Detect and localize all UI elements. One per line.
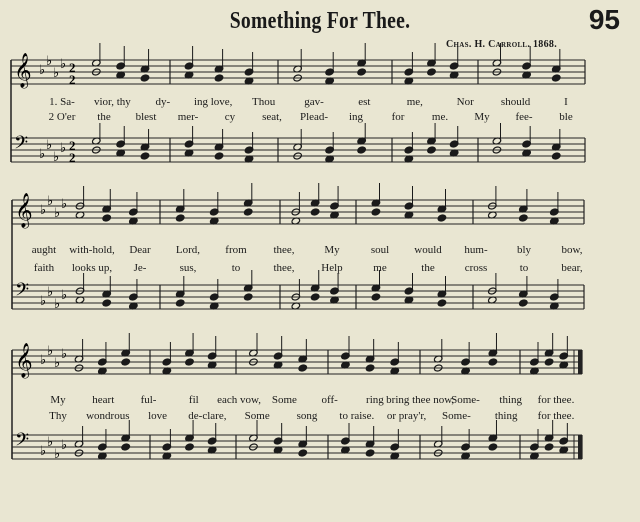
lyric-syllable: Dear: [129, 244, 151, 256]
lyric-syllable: I: [564, 96, 568, 108]
note-head: [140, 152, 149, 160]
flat-icon: ♭: [47, 194, 54, 209]
note-head: [175, 214, 184, 222]
lyric-syllable: for: [391, 111, 405, 123]
note-head: [185, 443, 194, 451]
note-head: [371, 293, 380, 301]
note-head: [102, 214, 111, 222]
lyric-syllable: me,: [406, 96, 423, 108]
lyric-syllable: with-hold,: [69, 244, 115, 256]
flat-icon: ♭: [61, 288, 68, 303]
final-bar: [578, 350, 582, 374]
note-head: [519, 214, 528, 222]
note-head: [437, 214, 446, 222]
note-head: [243, 208, 252, 216]
lyric-syllable: ble: [559, 111, 573, 123]
lyric-syllable: 2 O'er: [48, 111, 76, 123]
treble-clef-icon: 𝄞: [15, 343, 33, 378]
lyric-syllable: fil: [188, 394, 199, 406]
lyric-syllable: fee-: [515, 111, 533, 123]
lyric-syllable: thing: [499, 394, 523, 406]
time-signature-top: 2: [69, 138, 76, 153]
lyric-syllable: thee,: [273, 244, 295, 256]
hymn-title: Something For Thee.: [229, 8, 411, 34]
lyric-syllable: Some-: [451, 394, 480, 406]
lyric-syllable: looks up,: [71, 262, 113, 274]
flat-icon: ♭: [39, 63, 46, 78]
note-head: [121, 358, 130, 366]
lyric-syllable: ing love,: [193, 96, 233, 108]
lyric-syllable: bring thee now,: [386, 394, 455, 406]
lyric-syllable: should: [500, 96, 531, 108]
lyric-syllable: Nor: [456, 96, 474, 108]
flat-icon: ♭: [61, 438, 68, 453]
lyric-syllable: ing: [348, 111, 364, 123]
lyric-syllable: song: [296, 410, 318, 422]
lyric-syllable: from: [225, 244, 247, 256]
page-number: 95: [588, 4, 620, 35]
lyric-syllable: Thy: [49, 410, 67, 422]
note-head: [552, 152, 561, 160]
lyric-syllable: thing: [494, 410, 518, 422]
note-head: [488, 443, 497, 451]
note-head: [365, 364, 374, 372]
flat-icon: ♭: [61, 197, 68, 212]
lyric-syllable: to: [231, 262, 241, 274]
note-head: [357, 146, 366, 154]
lyric-syllable: for thee.: [537, 394, 575, 406]
flat-icon: ♭: [60, 57, 67, 72]
time-signature-bottom: 2: [69, 72, 76, 87]
lyric-syllable: bear,: [561, 262, 583, 274]
flat-icon: ♭: [47, 285, 54, 300]
note-head: [298, 449, 307, 457]
flat-icon: ♭: [46, 54, 53, 69]
lyric-syllable: blest: [135, 111, 157, 123]
flat-icon: ♭: [61, 347, 68, 362]
lyric-syllable: aught: [31, 244, 57, 256]
lyric-syllable: off-: [321, 394, 338, 406]
note-head: [214, 152, 223, 160]
note-head: [214, 74, 223, 82]
lyric-syllable: Lord,: [175, 244, 201, 256]
flat-icon: ♭: [54, 206, 61, 221]
lyric-syllable: hum-: [464, 244, 488, 256]
lyric-syllable: thee,: [273, 262, 295, 274]
flat-icon: ♭: [60, 141, 67, 156]
lyric-syllable: est: [358, 96, 371, 108]
note-head: [544, 443, 553, 451]
lyric-syllable: the: [421, 262, 435, 274]
flat-icon: ♭: [46, 138, 53, 153]
lyric-syllable: vior, thy: [93, 96, 131, 108]
flat-icon: ♭: [47, 435, 54, 450]
lyric-syllable: Some: [271, 394, 297, 406]
lyric-syllable: me: [373, 262, 387, 274]
lyric-syllable: de-clare,: [188, 410, 227, 422]
lyric-syllable: Some: [244, 410, 270, 422]
bass-clef-icon: 𝄢: [15, 430, 30, 455]
lyric-syllable: soul: [370, 244, 390, 256]
bass-clef-icon: 𝄢: [15, 280, 30, 305]
lyric-syllable: each vow,: [217, 394, 262, 406]
flat-icon: ♭: [40, 353, 47, 368]
lyric-syllable: the: [97, 111, 111, 123]
lyric-syllable: Help: [321, 262, 343, 274]
lyric-syllable: love: [148, 410, 168, 422]
lyric-syllable: Je-: [133, 262, 147, 274]
lyric-syllable: for thee.: [537, 410, 575, 422]
lyric-syllable: cy: [224, 111, 236, 123]
note-head: [175, 299, 184, 307]
note-head: [102, 299, 111, 307]
note-head: [310, 293, 319, 301]
note-head: [437, 299, 446, 307]
flat-icon: ♭: [54, 447, 61, 462]
lyric-syllable: mer-: [177, 111, 199, 123]
treble-clef-icon: 𝄞: [14, 53, 32, 88]
lyric-syllable: or pray'r,: [386, 410, 427, 422]
note-head: [519, 299, 528, 307]
flat-icon: ♭: [40, 444, 47, 459]
time-signature-bottom: 2: [69, 150, 76, 165]
lyric-syllable: faith: [33, 262, 55, 274]
lyric-syllable: cross: [464, 262, 488, 274]
lyric-syllable: Some-: [442, 410, 471, 422]
flat-icon: ♭: [40, 294, 47, 309]
lyric-syllable: sus,: [179, 262, 197, 274]
note-head: [371, 208, 380, 216]
note-head: [488, 358, 497, 366]
note-head: [298, 364, 307, 372]
final-bar: [578, 435, 582, 459]
flat-icon: ♭: [47, 344, 54, 359]
lyric-syllable: dy-: [155, 96, 171, 108]
time-signature-top: 2: [69, 60, 76, 75]
lyric-syllable: ring: [366, 394, 384, 406]
note-head: [427, 68, 436, 76]
flat-icon: ♭: [54, 297, 61, 312]
lyric-syllable: to raise.: [339, 410, 375, 422]
lyric-syllable: heart: [92, 394, 115, 406]
note-head: [185, 358, 194, 366]
note-head: [552, 74, 561, 82]
flat-icon: ♭: [53, 66, 60, 81]
lyric-syllable: me.: [431, 111, 449, 123]
lyric-syllable: bow,: [561, 244, 583, 256]
lyric-syllable: wondrous: [86, 410, 130, 422]
note-head: [310, 208, 319, 216]
treble-clef-icon: 𝄞: [15, 193, 33, 228]
lyric-syllable: ful-: [140, 394, 157, 406]
note-head: [544, 358, 553, 366]
lyric-syllable: Thou: [251, 96, 276, 108]
note-head: [243, 293, 252, 301]
lyric-syllable: 1. Sa-: [49, 96, 75, 108]
lyric-syllable: bly: [516, 244, 532, 256]
note-head: [427, 146, 436, 154]
flat-icon: ♭: [54, 356, 61, 371]
lyric-syllable: My: [474, 111, 490, 123]
lyric-syllable: would: [414, 244, 442, 256]
lyric-syllable: My: [324, 244, 340, 256]
lyric-syllable: My: [50, 394, 66, 406]
note-head: [121, 443, 130, 451]
note-head: [357, 68, 366, 76]
composer-credit: Chas. H. Carroll. 1868.: [446, 39, 557, 50]
flat-icon: ♭: [39, 147, 46, 162]
lyric-syllable: gav-: [304, 96, 324, 108]
lyric-syllable: Plead-: [299, 111, 329, 123]
note-head: [140, 74, 149, 82]
bass-clef-icon: 𝄢: [14, 133, 29, 158]
lyric-syllable: seat,: [262, 111, 282, 123]
flat-icon: ♭: [40, 203, 47, 218]
note-head: [365, 449, 374, 457]
lyric-syllable: to: [519, 262, 529, 274]
flat-icon: ♭: [53, 150, 60, 165]
